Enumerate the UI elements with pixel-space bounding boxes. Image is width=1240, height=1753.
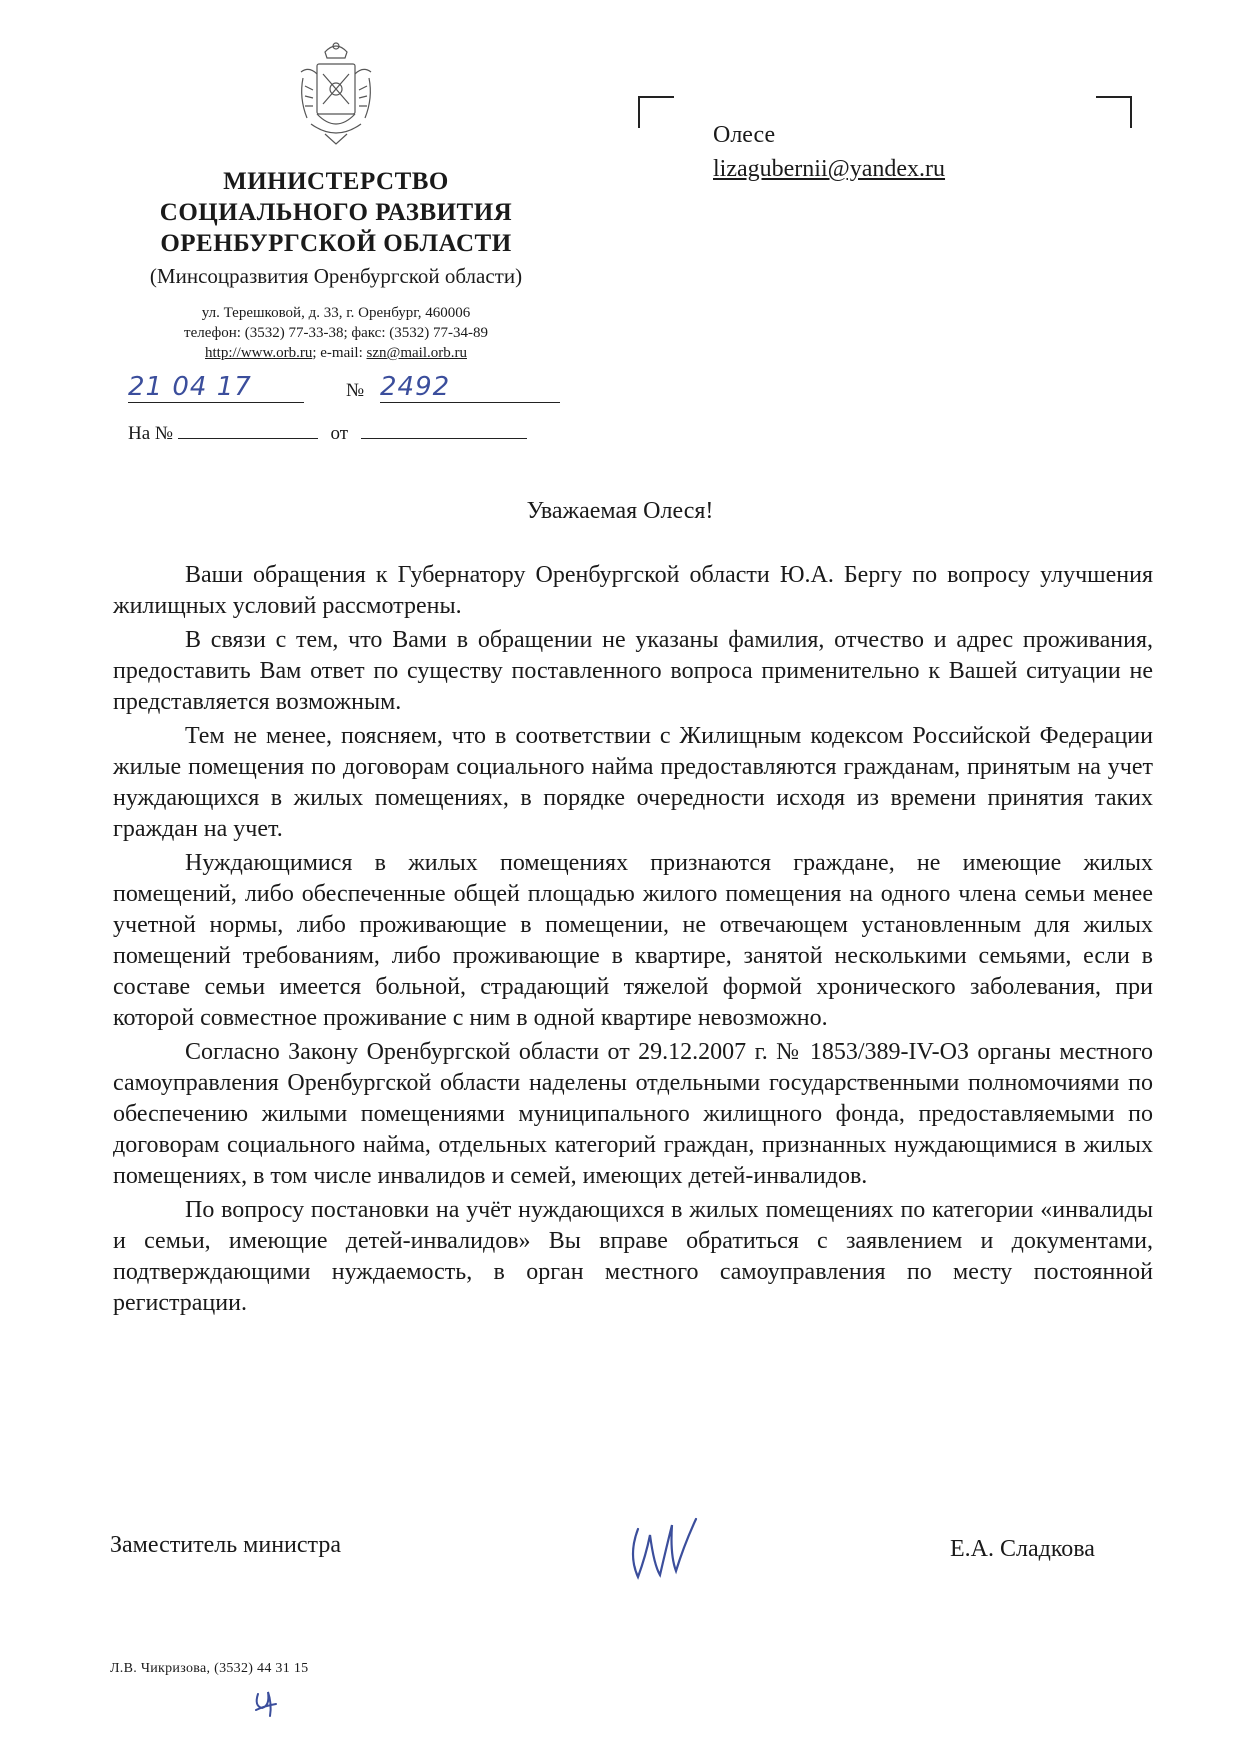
email-label: ; e-mail: [312, 345, 367, 361]
addressee-name: Олесе [713, 122, 776, 148]
signatory-name: Е.А. Сладкова [950, 1536, 1095, 1562]
ministry-email-link[interactable]: szn@mail.orb.ru [366, 345, 467, 361]
addressee-block [713, 118, 945, 186]
ministry-name-line: МИНИСТЕРСТВО [223, 168, 449, 195]
reply-to-label: На № [128, 423, 174, 444]
salutation: Уважаемая Олеся! [526, 498, 714, 524]
registration-number-label: № [346, 380, 365, 401]
ministry-name-line: ОРЕНБУРГСКОЙ ОБЛАСТИ [160, 230, 512, 257]
paragraph: Ваши обращения к Губернатору Оренбургской области Ю.А. Бергу по вопросу улучшения жилищных условий рассмотрены. [113, 562, 1153, 619]
reply-reference-row [128, 420, 527, 445]
registration-date: 21 04 17 [128, 372, 252, 402]
ministry-short-name: (Минсоцразвития Оренбургской области) [149, 264, 523, 288]
ministry-header [110, 166, 562, 291]
addressee-email[interactable]: lizagubernii@yandex.ru [713, 156, 946, 182]
ministry-name-line: СОЦИАЛЬНОГО РАЗВИТИЯ [159, 199, 513, 226]
registration-date-field [128, 372, 304, 403]
signatory-title: Заместитель министра [110, 1532, 341, 1558]
website-link[interactable]: http://www.orb.ru [205, 345, 313, 361]
paragraph: Согласно Закону Оренбургской области от 29.12.2007 г. № 1853/389-IV-ОЗ органы местного самоуправления Оренбургской области наделены отдельными государственными полномочиями по обеспечению жилыми помещениями муниципального жилищного фонда, предоставляемыми по договорам социального найма, отдельных категорий граждан, признанных нуждающимися в жилых помещениях, в том числе инвалидов и семей, имеющих детей-инвалидов. [113, 1039, 1153, 1189]
ministry-contacts [110, 303, 562, 363]
registration-number-field [380, 372, 560, 403]
from-label: от [330, 423, 349, 444]
paragraph: В связи с тем, что Вами в обращении не указаны фамилия, отчество и адрес проживания, предоставить Вам ответ по существу поставленного вопроса применительно к Вашей ситуации не представляется возможным. [113, 627, 1153, 715]
address-bracket-left [638, 96, 674, 128]
ministry-web-line [110, 343, 562, 363]
handwritten-mark [250, 1686, 280, 1720]
ministry-address: ул. Терешковой, д. 33, г. Оренбург, 460006 [201, 305, 471, 321]
reply-to-blank [178, 420, 318, 439]
paragraph: Нуждающимися в жилых помещениях признаются граждане, не имеющие жилых помещений, либо обеспеченные общей площадью жилого помещения на одного члена семьи менее учетной нормы, либо проживающие в помещении, не отвечающем установленным для жилых помещений требованиям, либо проживающие в квартире, занятой несколькими семьями, если в составе семьи имеется больной, страдающий тяжелой формой хронического заболевания, при которой совместное проживание с ним в одной квартире невозможно. [113, 850, 1153, 1031]
paragraph: Тем не менее, поясняем, что в соответствии с Жилищным кодексом Российской Федерации жилые помещения по договорам социального найма предоставляются гражданам, принятым на учет нуждающихся в жилых помещениях, в порядке очередности исходя из времени принятия таких граждан на учет. [113, 723, 1153, 842]
ministry-phone: телефон: (3532) 77-33-38; факс: (3532) 77-34-89 [184, 325, 488, 341]
handwritten-signature [620, 1505, 710, 1585]
from-blank [361, 420, 527, 439]
letter-body [113, 560, 1153, 1322]
coat-of-arms-icon [295, 38, 377, 150]
registration-number: 2492 [380, 372, 451, 402]
paragraph: По вопросу постановки на учёт нуждающихся в жилых помещениях по категории «инвалиды и семьи, имеющие детей-инвалидов» Вы вправе обратиться с заявлением и документами, подтверждающими нуждаемость, в орган местного самоуправления по месту постоянной регистрации. [113, 1197, 1153, 1316]
executor-info: Л.В. Чикризова, (3532) 44 31 15 [110, 1661, 309, 1676]
address-bracket-right [1096, 96, 1132, 128]
